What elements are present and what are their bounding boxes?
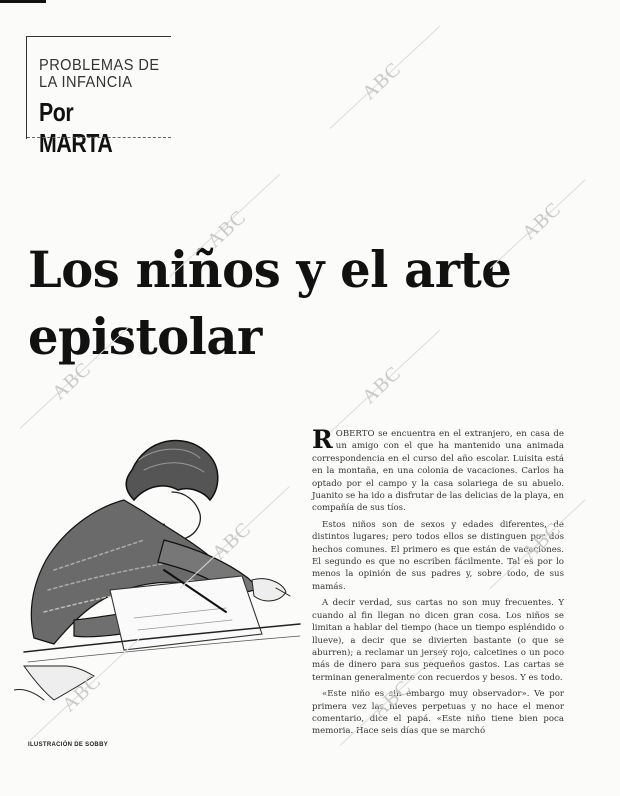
column-rule — [27, 137, 171, 138]
column-header — [26, 36, 171, 158]
drop-cap: R — [312, 425, 333, 454]
watermark: ABC — [518, 518, 566, 565]
watermark: ABC — [203, 206, 251, 253]
paragraph-2: Estos niños son de sexos y edades diferentes, de distintos lugares; pero todos ellos se distinguen por dos hechos comunes. El primero es que están de vacaciones. El segundo es que no escriben fácilmente. Tal es por lo menos la opinión de sus padres y, sobre todo, de sus mamás. — [312, 519, 564, 592]
watermark: ABC — [358, 58, 406, 105]
article-body — [312, 425, 564, 742]
watermark: ABC — [48, 358, 96, 405]
hand — [252, 579, 286, 601]
column-kicker: PROBLEMAS DE LA INFANCIA — [39, 57, 160, 91]
paragraph-1-text: OBERTO se encuentra en el extranjero, en casa de un amigo con el que ha mantenido una animada correspondencia en el curso del año escolar. Luisita está en la montaña, en una colonia de vacaciones. Carlos ha optado por el campo y la casa solariega de su abuelo. Juanito se ha ido a disfrutar de las delicias de la playa, en compañía de sus tíos. — [312, 429, 564, 514]
corner-rule — [0, 0, 46, 3]
watermark: ABC — [58, 670, 106, 717]
watermark-line — [330, 26, 440, 129]
paragraph-4: «Este niño es sin embargo muy observador». Ve por primera vez las nieves perpetuas y no hace el menor comentario, dice el papá. «Este niño tiene bien poca memoria. Hace seis días que se marchó — [312, 689, 564, 737]
watermark: ABC — [518, 198, 566, 245]
watermark: ABC — [358, 362, 406, 409]
watermark-line — [490, 179, 586, 268]
paragraph-3: A decir verdad, sus cartas no son muy frecuentes. Y cuando al fin llegan no dicen gran cosa. Los niños se limitan a hablar del tiempo (hace un tiempo espléndido o llueve), a decir que se divierten bastante (o que se aburren); a reclamar un jersey rojo, calcetines o un poco más de dinero para sus pequeños gastos. Las cartas se terminan generalmente con recuerdos y besos. Y es todo. — [312, 598, 564, 683]
legs-shape — [24, 666, 94, 700]
article-headline: Los niños y el arte epistolar — [28, 240, 512, 366]
child-writing-illustration — [14, 430, 304, 735]
illustration-caption: ILUSTRACIÓN DE SOBBY — [28, 742, 109, 748]
column-byline: Por MARTA — [39, 97, 113, 158]
paragraph-1 — [312, 425, 564, 515]
paper-sheet — [110, 576, 262, 650]
watermark: ABC — [368, 676, 416, 723]
watermark: ABC — [208, 518, 256, 565]
